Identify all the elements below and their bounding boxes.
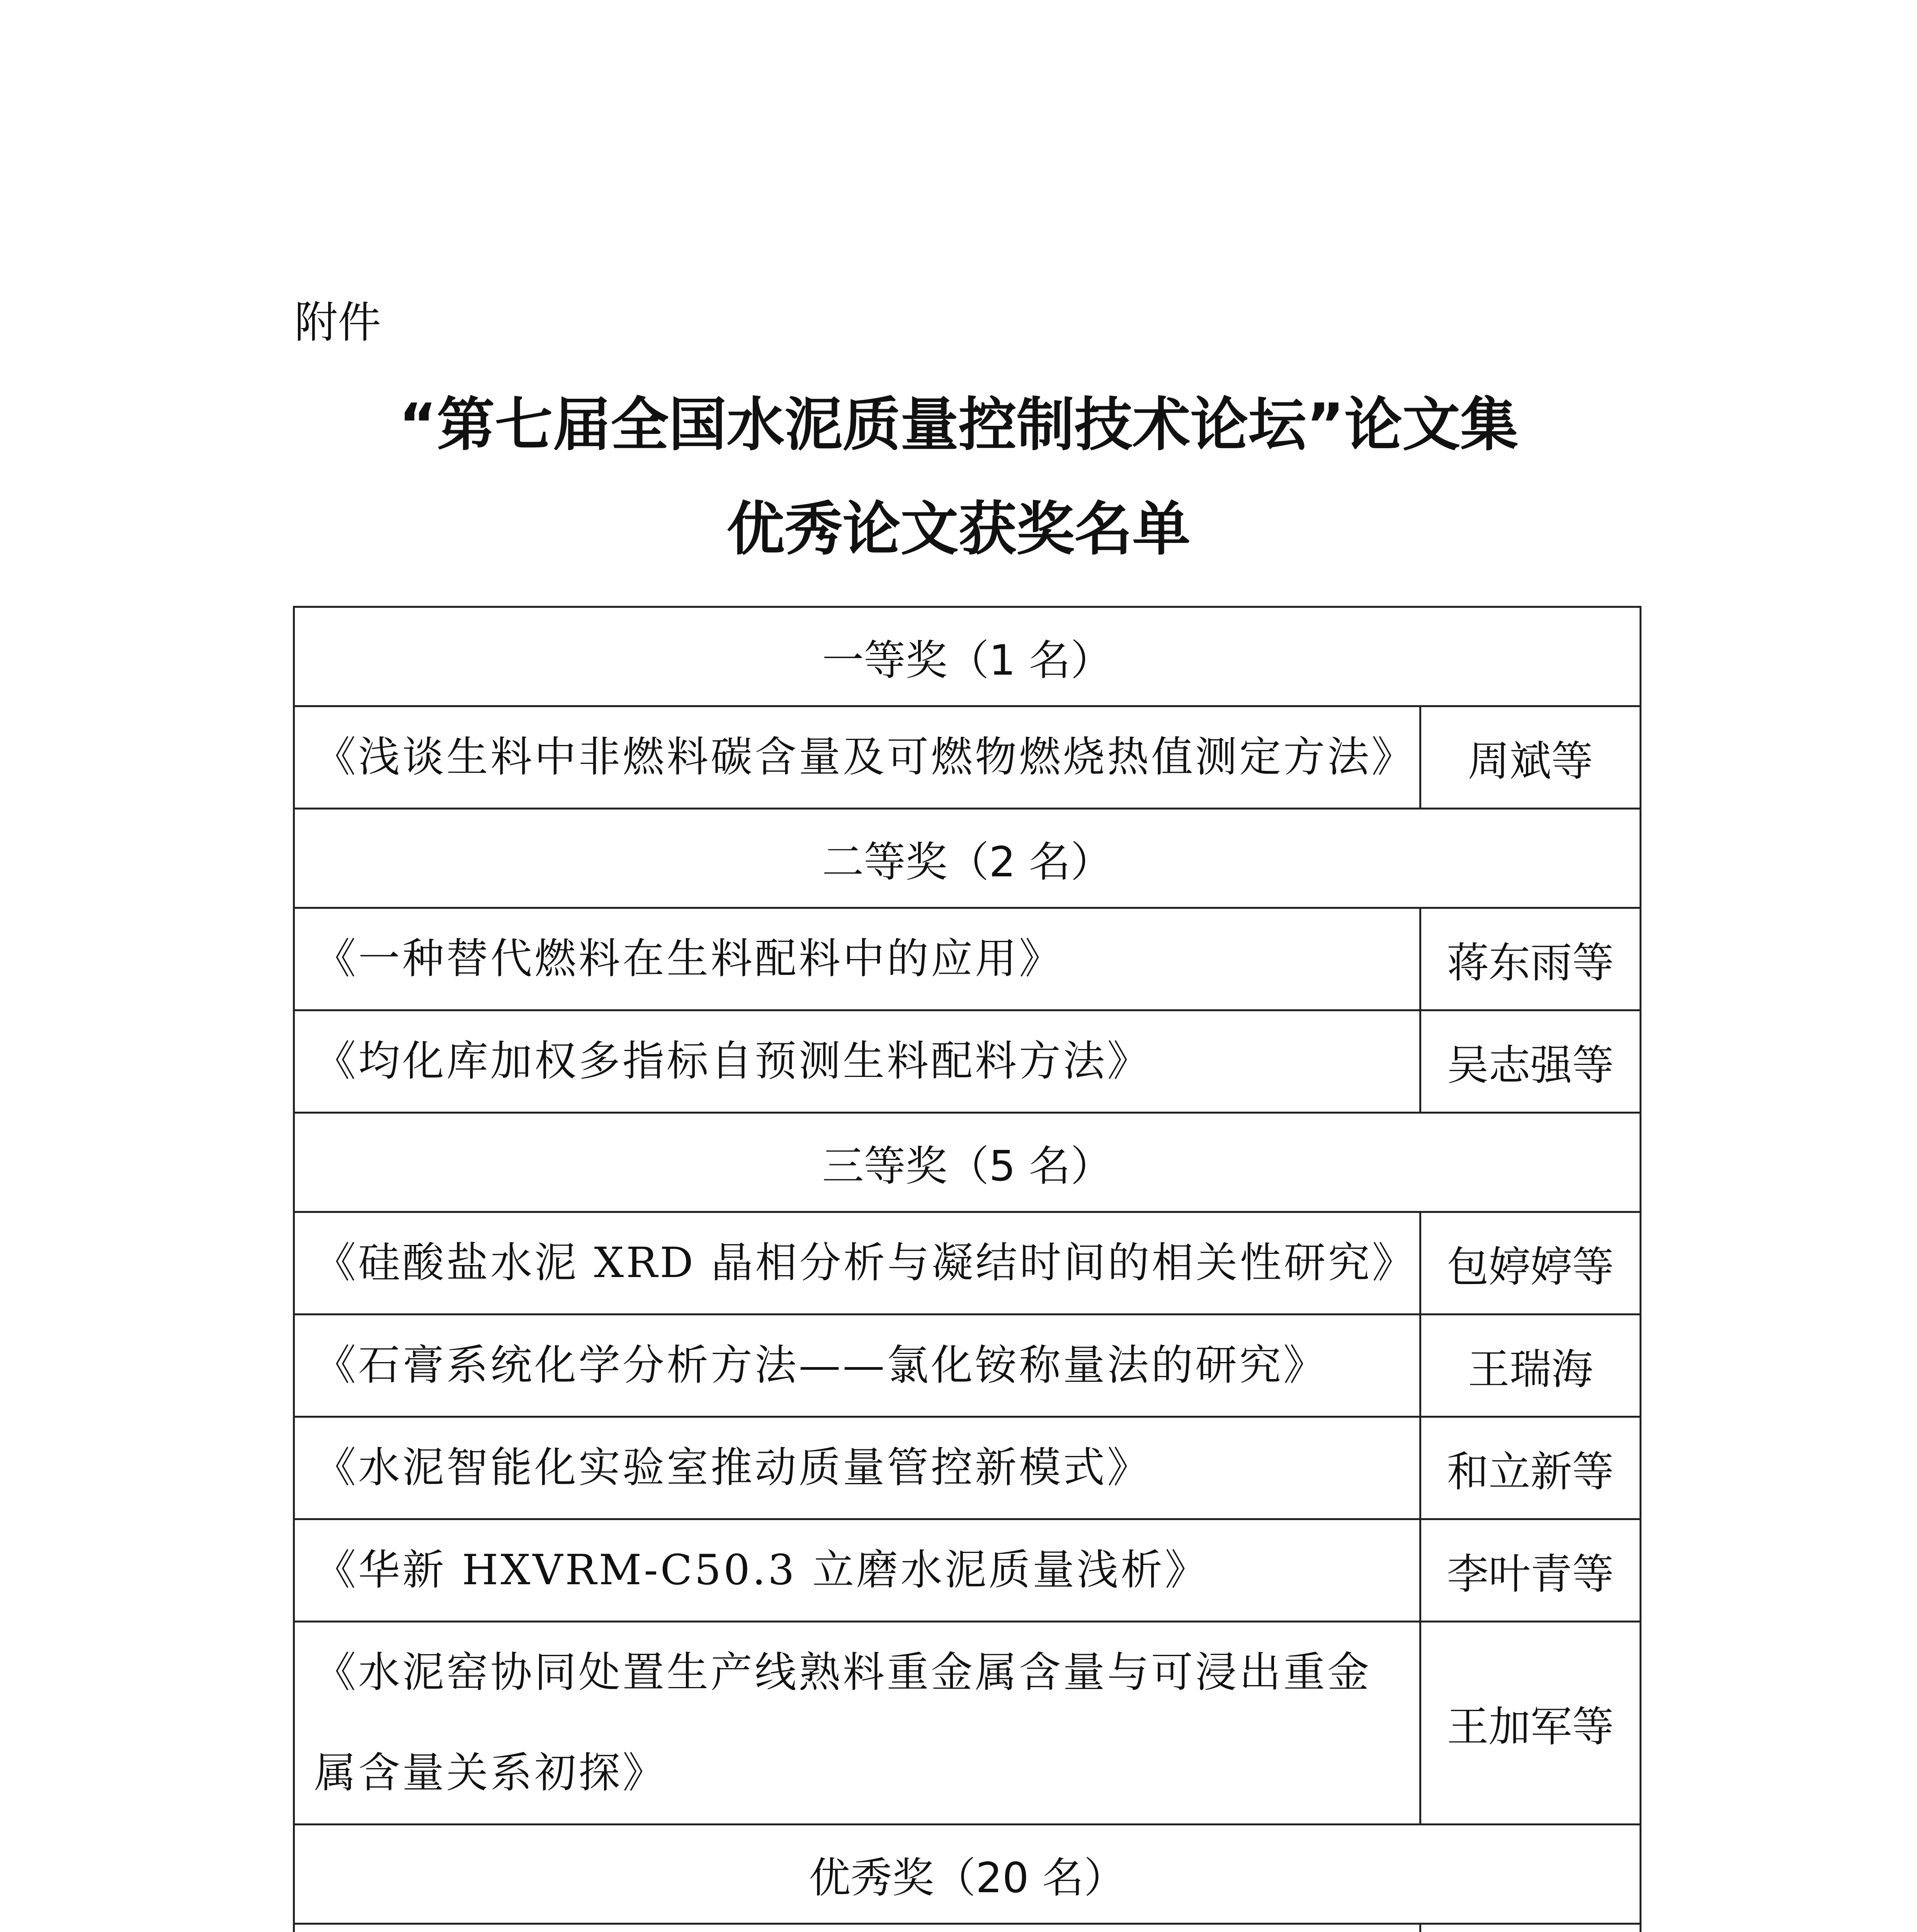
paper-authors: 周斌等 xyxy=(1420,706,1641,809)
table-row xyxy=(294,1315,1641,1417)
paper-title: 《华新 HXVRM-C50.3 立磨水泥质量浅析》 xyxy=(294,1519,1420,1622)
paper-authors: 王瑞海 xyxy=(1420,1315,1641,1417)
section-header-first-prize xyxy=(294,607,1641,706)
document-subtitle: 优秀论文获奖名单 xyxy=(726,496,1191,563)
document-title: “第七届全国水泥质量控制技术论坛”论文集 xyxy=(398,391,1519,459)
section-heading: 优秀奖（20 名） xyxy=(294,1825,1641,1924)
section-heading: 三等奖（5 名） xyxy=(294,1113,1641,1212)
table-row xyxy=(294,1519,1641,1622)
paper-title: 《浅谈生料中非燃料碳含量及可燃物燃烧热值测定方法》 xyxy=(294,706,1420,809)
table-row xyxy=(294,706,1641,809)
paper-title: 《均化库加权多指标自预测生料配料方法》 xyxy=(294,1010,1420,1113)
paper-authors: 李叶青等 xyxy=(1420,1519,1641,1622)
table-row xyxy=(294,1622,1641,1825)
section-heading: 二等奖（2 名） xyxy=(294,809,1641,908)
section-header-excellence-prize xyxy=(294,1825,1641,1924)
table-row xyxy=(294,1010,1641,1113)
paper-title: 《石膏系统化学分析方法——氯化铵称量法的研究》 xyxy=(294,1315,1420,1417)
award-table xyxy=(293,606,1641,1932)
paper-authors: 王加军等 xyxy=(1420,1622,1641,1825)
table-row xyxy=(294,908,1641,1010)
paper-authors: 吴志强等 xyxy=(1420,1010,1641,1113)
paper-title xyxy=(294,1924,1420,1932)
paper-authors xyxy=(1420,1924,1641,1932)
paper-authors: 蒋东雨等 xyxy=(1420,908,1641,1010)
paper-title: 《硅酸盐水泥 XRD 晶相分析与凝结时间的相关性研究》 xyxy=(294,1212,1420,1315)
table-row xyxy=(294,1417,1641,1519)
attachment-label: 附件 xyxy=(294,298,381,348)
table-row xyxy=(294,1212,1641,1315)
paper-title: 《一种替代燃料在生料配料中的应用》 xyxy=(294,908,1420,1010)
table-row xyxy=(294,1924,1641,1932)
section-header-third-prize xyxy=(294,1113,1641,1212)
section-header-second-prize xyxy=(294,809,1641,908)
paper-authors: 包婷婷等 xyxy=(1420,1212,1641,1315)
paper-title: 《水泥窑协同处置生产线熟料重金属含量与可浸出重金属含量关系初探》 xyxy=(294,1622,1420,1825)
paper-authors: 和立新等 xyxy=(1420,1417,1641,1519)
section-heading: 一等奖（1 名） xyxy=(294,607,1641,706)
paper-title: 《水泥智能化实验室推动质量管控新模式》 xyxy=(294,1417,1420,1519)
